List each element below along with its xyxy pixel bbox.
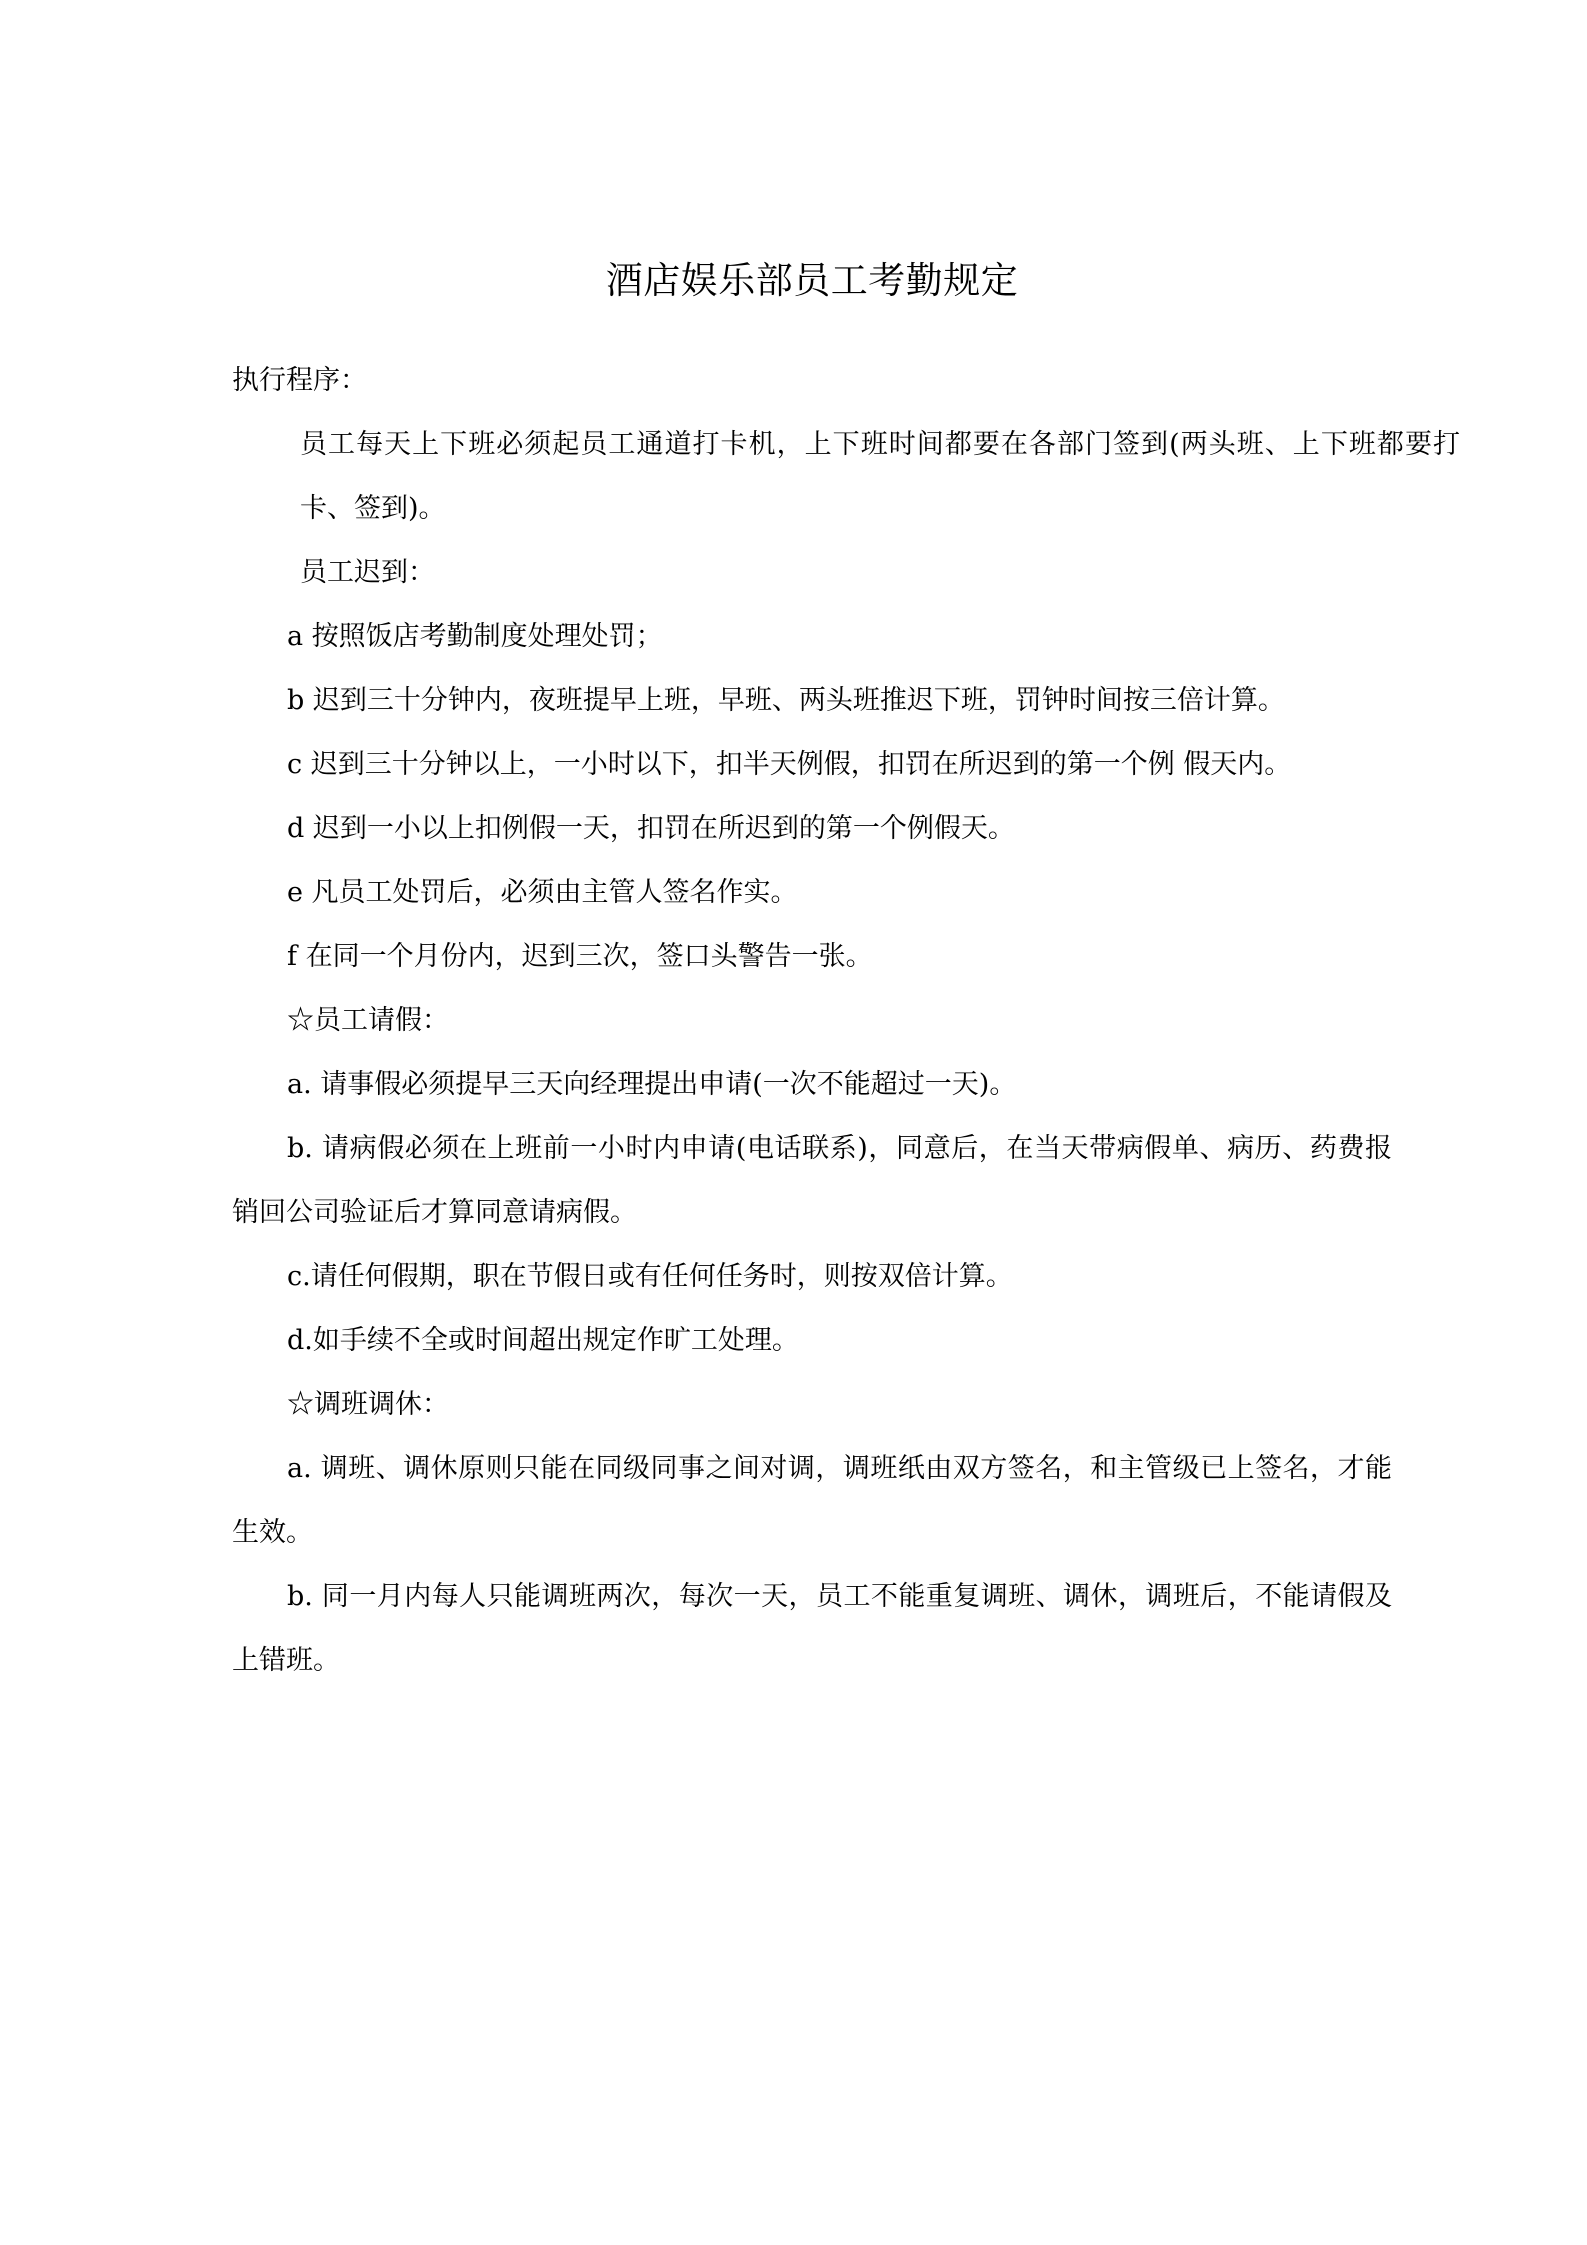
leave-section-heading: ☆员工请假：	[287, 1005, 449, 1036]
leave-item-b: b. 请病假必须在上班前一小时内申请(电话联系)，同意后，在当天带病假单、病历、药费报销回公司验证后才算同意请病假。	[232, 1133, 1392, 1228]
late-item-d: d 迟到一小以上扣例假一天，扣罚在所迟到的第一个例假天。	[287, 813, 1015, 844]
late-item-e: e 凡员工处罚后，必须由主管人签名作实。	[287, 877, 798, 908]
late-item-f: f 在同一个月份内，迟到三次，签口头警告一张。	[287, 941, 873, 972]
page-title: 酒店娱乐部员工考勤规定	[605, 259, 1019, 302]
intro-label: 执行程序：	[232, 365, 367, 396]
late-item-c: c 迟到三十分钟以上，一小时以下，扣半天例假，扣罚在所迟到的第一个例 假天内。	[287, 749, 1292, 780]
swap-item-a: a. 调班、调休原则只能在同级同事之间对调，调班纸由双方签名，和主管级已上签名，才能生效。	[232, 1453, 1392, 1548]
bullet-item-late: 员工迟到：	[300, 557, 435, 588]
bullet-item-attendance: 员工每天上下班必须起员工通道打卡机，上下班时间都要在各部门签到(两头班、上下班都要打卡、签到)。	[300, 429, 1460, 524]
swap-section-heading: ☆调班调休：	[287, 1389, 449, 1420]
leave-item-d: d.如手续不全或时间超出规定作旷工处理。	[287, 1325, 799, 1356]
swap-item-b: b. 同一月内每人只能调班两次，每次一天，员工不能重复调班、调休，调班后，不能请假及上错班。	[232, 1581, 1392, 1676]
late-item-a: a 按照饭店考勤制度处理处罚；	[287, 621, 663, 652]
late-item-b: b 迟到三十分钟内，夜班提早上班，早班、两头班推迟下班，罚钟时间按三倍计算。	[287, 685, 1285, 716]
leave-item-a: a. 请事假必须提早三天向经理提出申请(一次不能超过一天)。	[287, 1069, 1017, 1100]
leave-item-c: c.请任何假期，职在节假日或有任何任务时，则按双倍计算。	[287, 1261, 1013, 1292]
